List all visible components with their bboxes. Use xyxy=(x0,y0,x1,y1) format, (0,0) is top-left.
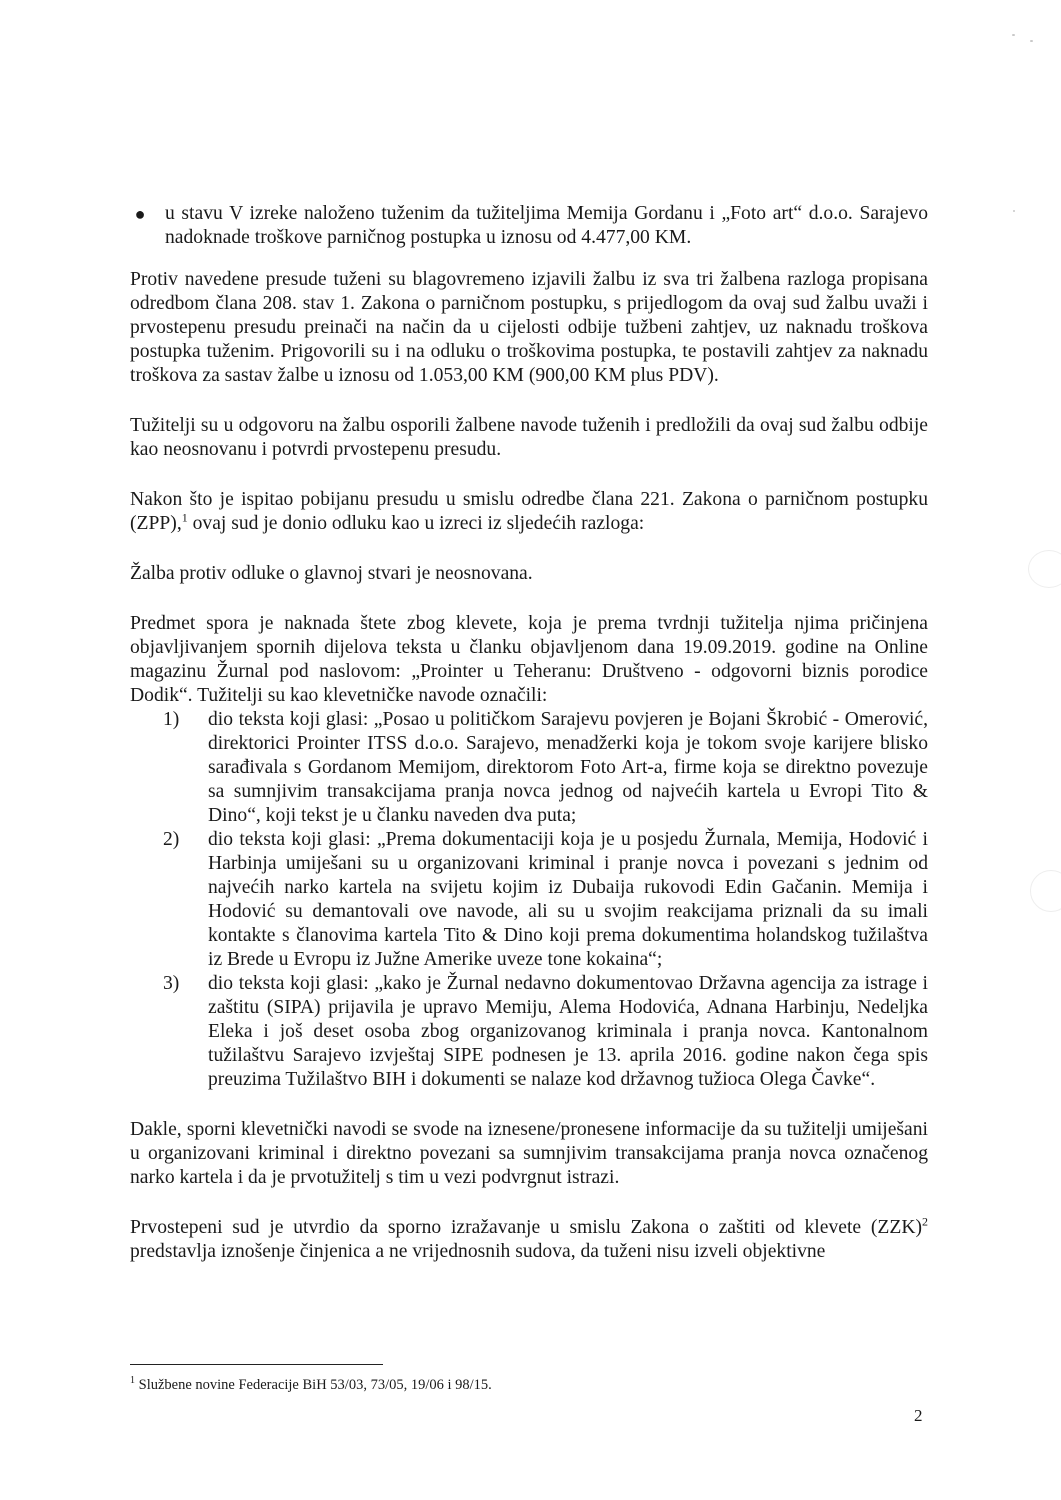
bullet-item xyxy=(130,202,928,250)
paragraph-ruling: Žalba protiv odluke o glavnoj stvari je neosnovana. xyxy=(130,563,533,584)
page-number: 2 xyxy=(914,1406,923,1425)
claim-item xyxy=(130,828,928,972)
bullet-dot-icon: ● xyxy=(134,204,146,224)
footnote-marker: 1 xyxy=(130,1375,135,1387)
claim-text: dio teksta koji glasi: „kako je Žurnal nedavno dokumentovao Državna agencija za istrage i zaštitu (SIPA) prijavila je upravo Memiju, Alema Hodovića, Adnana Harbinju, Nedeljka Eleka i još deset osoba zbog organizovanog kriminala i pranja novca. Kantonalnom tužilaštvu Sarajevo izvještaj SIPE podnesen je 13. aprila 2016. godine nakon čega spis preuzima Tužilaštvo BIH i dokumenti se nalaze kod državnog tužioca Olega Čavke“. xyxy=(208,973,928,1090)
paragraph-subject: Predmet spora je naknada štete zbog klevete, koja je prema tvrdnji tužitelja njima pričinjena objavljivanjem spornih dijelova teksta u članku objavljenom dana 19.09.2019. godine na Online magazinu Žurnal pod naslovom: „Prointer u Teheranu: Društveno - odgovorni biznis porodice Dodik“. Tužitelji su kao klevetničke navode označili: xyxy=(130,613,928,706)
paragraph-summary: Dakle, sporni klevetnički navodi se svode na iznesene/pronesene informacije da su tužitelji umiješani u organizovani kriminal i direktno povezani sa sumnjivim transakcijama pranja novca označenog narko kartela i da je prvotužitelj s tim u vezi podvrgnut istrazi. xyxy=(130,1119,928,1188)
claim-item xyxy=(130,708,928,828)
claim-text: dio teksta koji glasi: „Posao u političkom Sarajevu povjeren je Bojani Škrobić - Omerović, direktorici Prointer ITSS d.o.o. Sarajevo, menadžerki koja je tokom svoje karijere blisko sarađivala s Gordanom Memijom, direktorom Foto Art-a, firme koja se direktno povezuje sa sumnjivim transakcijama pranja novca jednog od najvećih kartela u Evropi Tito & Dino“, koji tekst je u članku naveden dva puta; xyxy=(208,709,928,826)
bullet-text: u stavu V izreke naloženo tuženim da tužiteljima Memija Gordanu i „Foto art“ d.o.o. Sarajevo nadoknade troškove parničnog postupka u iznosu od 4.477,00 KM. xyxy=(165,203,928,248)
paragraph-appeal: Protiv navedene presude tuženi su blagovremeno izjavili žalbu iz sva tri žalbena razloga propisana odredbom člana 208. stav 1. Zakona o parničnom postupku, s prijedlogom da ovaj sud žalbu uvaži i prvostepenu presudu preinači na način da u cijelosti odbije tužbeni zahtjev, uz naknadu troškova postupka tuženim. Prigovorili su i na odluku o troškovima postupka, te postavili zahtjev za naknadu troškova za sastav žalbe u iznosu od 1.053,00 KM (900,00 KM plus PDV). xyxy=(130,269,928,386)
footnote-divider xyxy=(130,1364,383,1365)
scan-speck xyxy=(1012,34,1015,36)
scan-edge-shadow xyxy=(1028,550,1061,588)
paragraph-examination-part2: ovaj sud je donio odluku kao u izreci iz sljedećih razloga: xyxy=(187,513,645,534)
claim-number: 3) xyxy=(163,973,180,994)
claims-list xyxy=(130,708,928,1092)
footnote-ref-1: 1 xyxy=(181,510,188,525)
scan-edge-shadow xyxy=(1030,870,1061,912)
claim-item xyxy=(130,972,928,1092)
scan-speck xyxy=(1013,210,1015,212)
claim-number: 2) xyxy=(163,829,180,850)
claim-text: dio teksta koji glasi: „Prema dokumentaciji koja je u posjedu Žurnala, Memija, Hodović i Harbinja umiješani su u organizovani kriminal i pranje novca i povezani s jednim od najvećih narko kartela na svijetu kojim iz Dubaija rukovodi Edin Gačanin. Memija i Hodović su demantovali ove navode, ali su u svojim reakcijama priznali da su imali kontakte s članovima kartela Tito & Dino koji prema dokumentima holandskog tužilaštva iz Brede u Evropu iz Južne Amerike uveze tone kokaina“; xyxy=(208,829,928,970)
body-text xyxy=(130,202,928,1264)
paragraph-first-instance-part2: predstavlja iznošenje činjenica a ne vrijednosnih sudova, da tuženi nisu izveli objektivne xyxy=(130,1241,826,1262)
footnote xyxy=(130,1376,930,1394)
paragraph-response: Tužitelji su u odgovoru na žalbu osporili žalbene navode tuženih i predložili da ovaj sud žalbu odbije kao neosnovanu i potvrdi prvostepenu presudu. xyxy=(130,415,928,460)
footnote-text: Službene novine Federacije BiH 53/03, 73/05, 19/06 i 98/15. xyxy=(135,1377,492,1393)
paragraph-examination xyxy=(130,488,928,536)
paragraph-examination-part1: Nakon što je ispitao pobijanu presudu u smislu odredbe člana 221. Zakona o parničnom postupku (ZPP), xyxy=(130,489,928,534)
footnote-ref-2: 2 xyxy=(922,1214,928,1229)
claim-number: 1) xyxy=(163,709,180,730)
paragraph-first-instance-part1: Prvostepeni sud je utvrdio da sporno izražavanje u smislu Zakona o zaštiti od klevete (ZZK) xyxy=(130,1217,922,1238)
scan-speck xyxy=(1030,40,1033,42)
paragraph-first-instance xyxy=(130,1216,928,1264)
